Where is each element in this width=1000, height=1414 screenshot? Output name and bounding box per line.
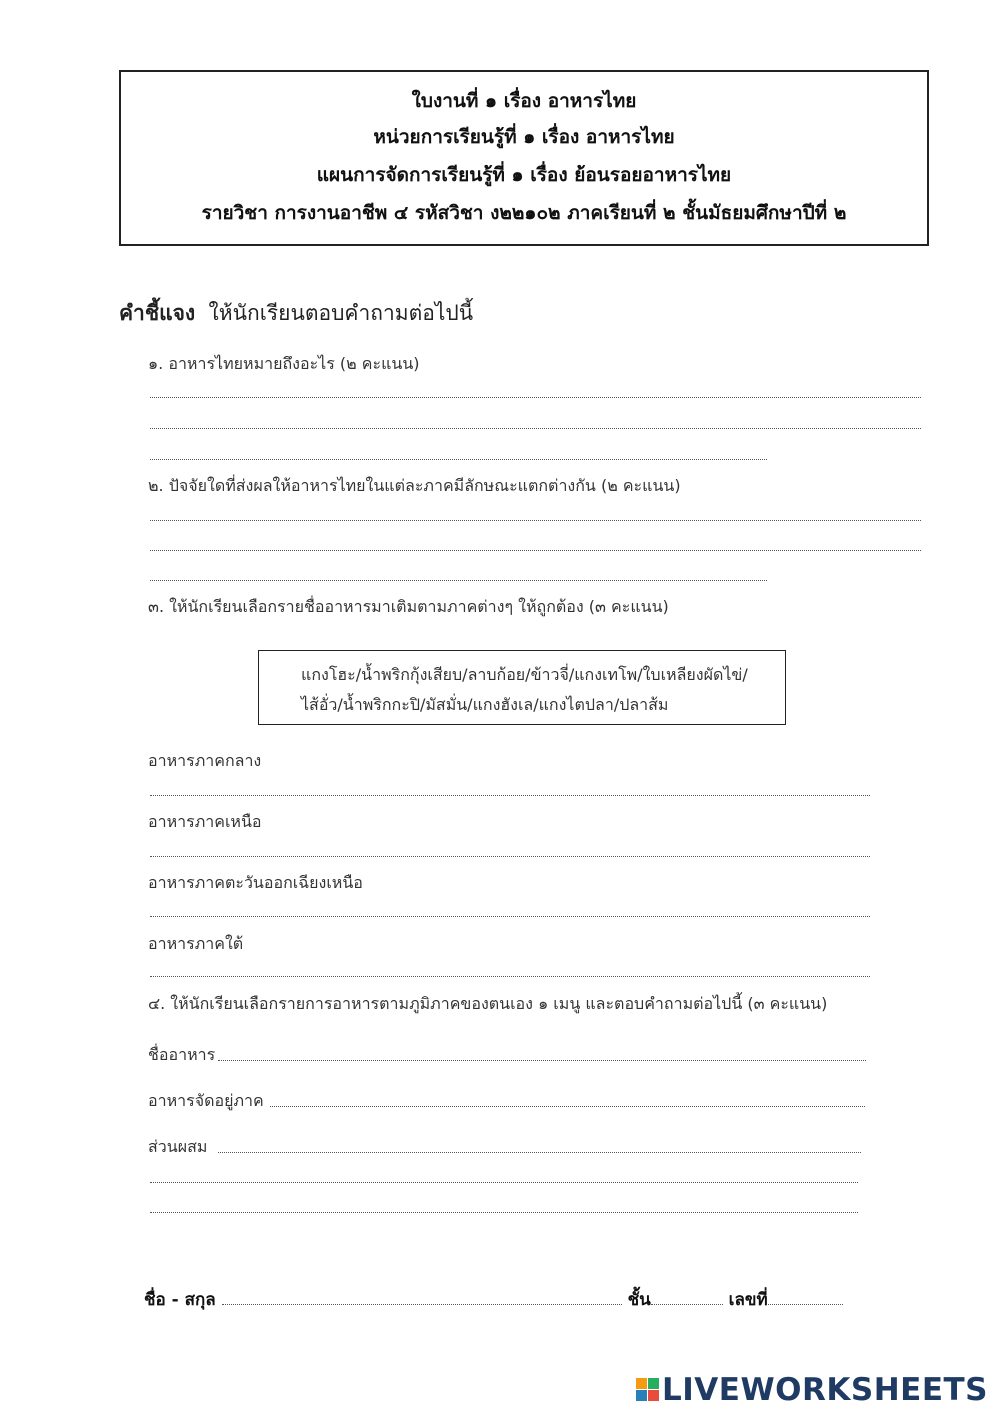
instructions <box>119 297 473 330</box>
ingredients-label: ส่วนผสม <box>148 1137 208 1156</box>
answer-line-q2-3[interactable] <box>150 580 767 581</box>
lesson-plan: แผนการจัดการเรียนรู้ที่ ๑ เรื่อง ย้อนรอยอาหารไทย <box>316 164 732 186</box>
food-choices-line-2: ไส้อั่ว/น้ำพริกกะปิ/มัสมั่น/แกงฮังเล/แกงไตปลา/ปลาส้ม <box>301 695 669 714</box>
question-3: ๓. ให้นักเรียนเลือกรายชื่ออาหารมาเติมตามภาคต่างๆ ให้ถูกต้อง (๓ คะแนน) <box>148 597 669 616</box>
ingredients-line-3[interactable] <box>150 1212 858 1213</box>
student-name-label: ชื่อ - สกุล <box>144 1290 216 1310</box>
answer-line-central[interactable] <box>150 795 870 796</box>
liveworksheets-logo-text: LIVEWORKSHEETS <box>662 1372 988 1408</box>
question-4: ๔. ให้นักเรียนเลือกรายการอาหารตามภูมิภาคของตนเอง ๑ เมนู และตอบคำถามต่อไปนี้ (๓ คะแนน) <box>148 994 828 1013</box>
food-choices-box <box>258 650 786 725</box>
answer-line-north[interactable] <box>150 856 870 857</box>
food-choices-line-1: แกงโฮะ/น้ำพริกกุ้งเสียบ/ลาบก้อย/ข้าวจี่/แกงเทโพ/ใบเหลียงผัดไข่/ <box>301 665 748 684</box>
answer-line-q1-2[interactable] <box>150 428 921 429</box>
class-input[interactable] <box>651 1304 723 1305</box>
student-number-label: เลขที่ <box>728 1290 768 1310</box>
answer-line-q2-2[interactable] <box>150 550 921 551</box>
food-region-input[interactable] <box>270 1106 865 1107</box>
liveworksheets-logo-icon <box>636 1378 660 1402</box>
learning-unit: หน่วยการเรียนรู้ที่ ๑ เรื่อง อาหารไทย <box>373 126 675 148</box>
class-label: ชั้น <box>627 1290 651 1310</box>
question-1: ๑. อาหารไทยหมายถึงอะไร (๒ คะแนน) <box>148 354 420 373</box>
food-region-label: อาหารจัดอยู่ภาค <box>148 1091 264 1110</box>
region-central-label: อาหารภาคกลาง <box>148 751 262 770</box>
ingredients-line-2[interactable] <box>150 1182 858 1183</box>
instructions-label: คำชี้แจง <box>119 301 196 325</box>
region-northeast-label: อาหารภาคตะวันออกเฉียงเหนือ <box>148 873 363 892</box>
answer-line-northeast[interactable] <box>150 916 870 917</box>
ingredients-line-1[interactable] <box>218 1152 861 1153</box>
answer-line-q2-1[interactable] <box>150 520 921 521</box>
answer-line-q1-3[interactable] <box>150 459 767 460</box>
worksheet-title: ใบงานที่ ๑ เรื่อง อาหารไทย <box>411 90 637 112</box>
worksheet-header-box <box>119 70 929 246</box>
instructions-text: ให้นักเรียนตอบคำถามต่อไปนี้ <box>208 301 474 325</box>
region-south-label: อาหารภาคใต้ <box>148 934 244 953</box>
answer-line-south[interactable] <box>150 976 870 977</box>
region-north-label: อาหารภาคเหนือ <box>148 812 262 831</box>
student-number-input[interactable] <box>768 1304 843 1305</box>
course-info: รายวิชา การงานอาชีพ ๔ รหัสวิชา ง๒๒๑๐๒ ภาคเรียนที่ ๒ ชั้นมัธยมศึกษาปีที่ ๒ <box>201 202 847 224</box>
food-name-input[interactable] <box>218 1060 866 1061</box>
answer-line-q1-1[interactable] <box>150 397 921 398</box>
student-info-line <box>144 1286 843 1313</box>
student-name-input[interactable] <box>222 1304 622 1305</box>
liveworksheets-logo <box>636 1372 988 1408</box>
food-name-label: ชื่ออาหาร <box>148 1045 216 1064</box>
question-2: ๒. ปัจจัยใดที่ส่งผลให้อาหารไทยในแต่ละภาคมีลักษณะแตกต่างกัน (๒ คะแนน) <box>148 476 681 495</box>
